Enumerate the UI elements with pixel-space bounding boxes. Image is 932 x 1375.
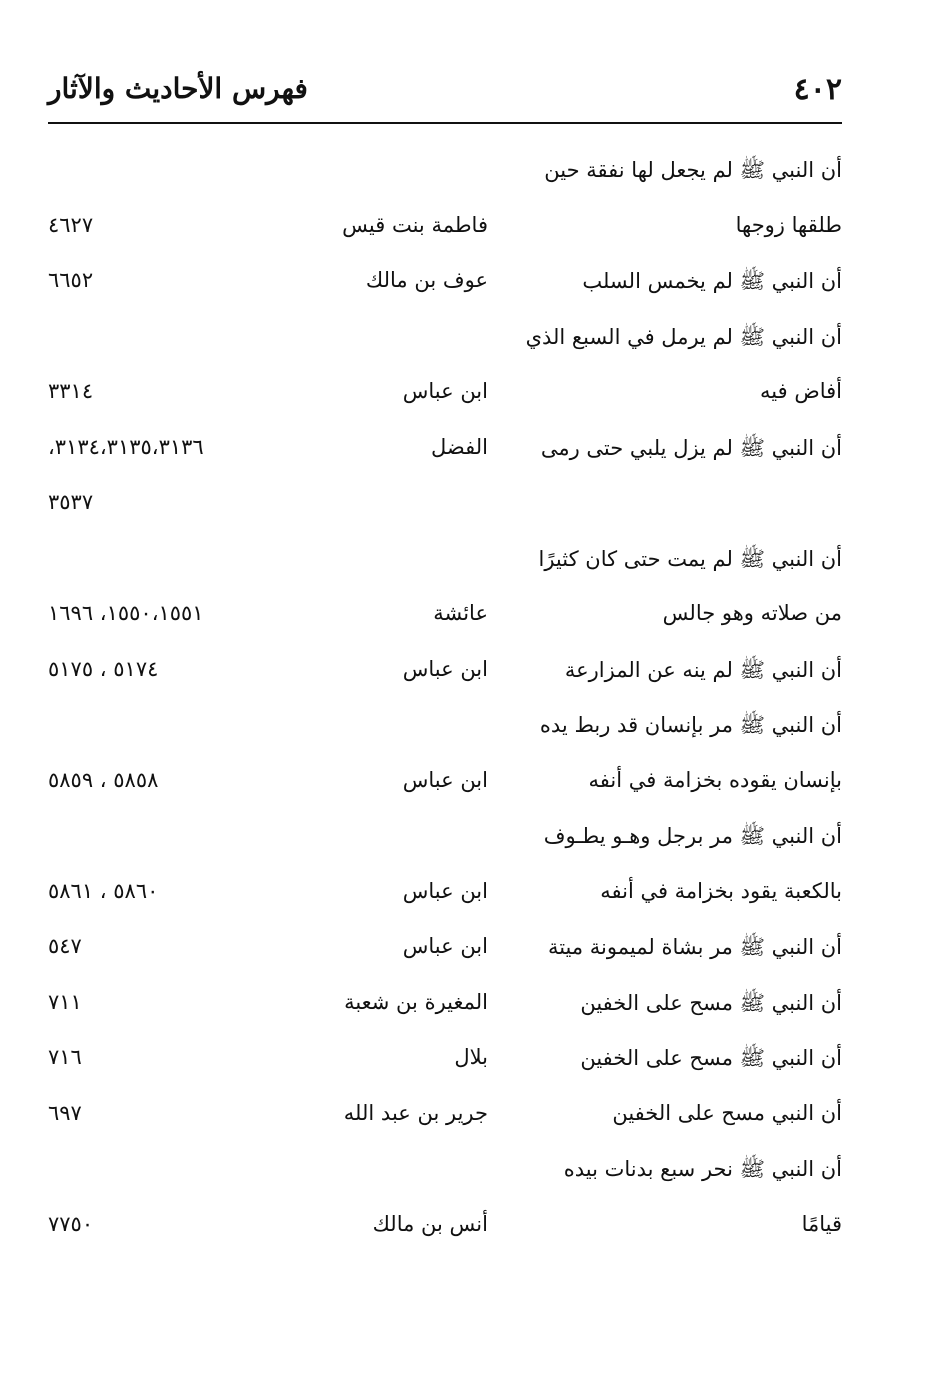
index-entry [0, 700, 932, 756]
narrator: ابن عباس [402, 878, 488, 903]
hadith-numbers: ٥٤٧ [48, 934, 82, 958]
hadith-numbers: ٣٣١٤ [48, 379, 94, 403]
narrator: الفضل [431, 434, 488, 459]
index-entry [0, 589, 932, 645]
hadith-text: قيامًا [801, 1211, 842, 1236]
hadith-numbers: ٦٩٧ [48, 1100, 82, 1125]
hadith-text: أن النبي ﷺ لم ينه عن المزارعة [564, 657, 842, 682]
hadith-numbers: ٣١٣٤،٣١٣٥،٣١٣٦، [48, 434, 204, 459]
hadith-text: أن النبي ﷺ مسح على الخفين [580, 1046, 842, 1070]
hadith-numbers: ٣٥٣٧ [48, 490, 94, 514]
narrator: ابن عباس [402, 379, 488, 403]
index-entry [0, 1200, 932, 1256]
hadith-text: طلقها زوجها [735, 212, 842, 237]
hadith-numbers: ٥٨٥٨ ، ٥٨٥٩ [48, 767, 159, 792]
index-entry [0, 978, 932, 1034]
page-number: ٤٠٢ [793, 72, 842, 107]
hadith-text: من صلاته وهو جالس [662, 601, 842, 625]
narrator: عائشة [433, 601, 488, 625]
narrator: ابن عباس [402, 656, 488, 681]
narrator: أنس بن مالك [372, 1211, 488, 1236]
hadith-text: أن النبي ﷺ لم يجعل لها نفقة حين [544, 158, 842, 182]
hadith-text: أن النبي ﷺ مسح على الخفين [580, 990, 842, 1015]
narrator: ابن عباس [402, 934, 488, 958]
narrator: جرير بن عبد الله [343, 1100, 488, 1125]
hadith-numbers: ١٥٥٠،١٥٥١، ١٦٩٦ [48, 601, 204, 625]
page-header [48, 68, 842, 118]
hadith-text: أن النبي مسح على الخفين [612, 1100, 842, 1125]
hadith-numbers: ٧١٦ [48, 1045, 82, 1069]
index-entry [0, 312, 932, 368]
narrator: بلال [454, 1045, 488, 1069]
index-entry [0, 534, 932, 590]
narrator: فاطمة بنت قيس [342, 212, 488, 237]
index-entry [0, 1089, 932, 1145]
header-rule [48, 122, 842, 124]
hadith-text: أن النبي ﷺ مر بشاة لميمونة ميتة [547, 935, 842, 959]
index-entry [0, 423, 932, 479]
hadith-numbers: ٤٦٢٧ [48, 212, 94, 237]
hadith-text: أن النبي ﷺ لم يخمس السلب [582, 269, 842, 293]
index-entry [0, 145, 932, 201]
hadith-text: أفاض فيه [760, 379, 842, 403]
hadith-numbers: ٥٨٦٠ ، ٥٨٦١ [48, 878, 159, 903]
hadith-text: بإنسان يقوده بخزامة في أنفه [588, 767, 842, 792]
narrator: المغيرة بن شعبة [344, 989, 488, 1014]
index-entry [0, 201, 932, 257]
index-entry [0, 1144, 932, 1200]
hadith-numbers: ٧١١ [48, 989, 82, 1014]
running-title: فهرس الأحاديث والآثار [48, 72, 308, 105]
hadith-numbers: ٥١٧٤ ، ٥١٧٥ [48, 656, 159, 681]
hadith-text: أن النبي ﷺ نحر سبع بدنات بيده [563, 1157, 842, 1181]
hadith-text: أن النبي ﷺ لم يمت حتى كان كثيرًا [538, 546, 842, 571]
index-entry [0, 811, 932, 867]
hadith-text: أن النبي ﷺ لم يرمل في السبع الذي [525, 324, 842, 349]
hadith-text: أن النبي ﷺ مر بإنسان قد ربط يده [539, 713, 842, 737]
index-entry [0, 867, 932, 923]
hadith-numbers: ٧٧٥٠ [48, 1211, 94, 1236]
hadith-text: أن النبي ﷺ لم يزل يلبي حتى رمى [540, 435, 842, 460]
index-entry [0, 756, 932, 812]
index-entry [0, 645, 932, 701]
hadith-index-list [0, 145, 932, 1255]
index-entry [0, 1033, 932, 1089]
narrator: عوف بن مالك [365, 268, 488, 292]
hadith-numbers: ٦٦٥٢ [48, 268, 94, 292]
hadith-text: بالكعبة يقود بخزامة في أنفه [600, 878, 842, 903]
index-entry [0, 367, 932, 423]
index-entry [0, 256, 932, 312]
narrator: ابن عباس [402, 767, 488, 792]
index-entry [0, 478, 932, 534]
index-entry [0, 922, 932, 978]
hadith-text: أن النبي ﷺ مر برجل وهـو يطـوف [543, 824, 842, 848]
